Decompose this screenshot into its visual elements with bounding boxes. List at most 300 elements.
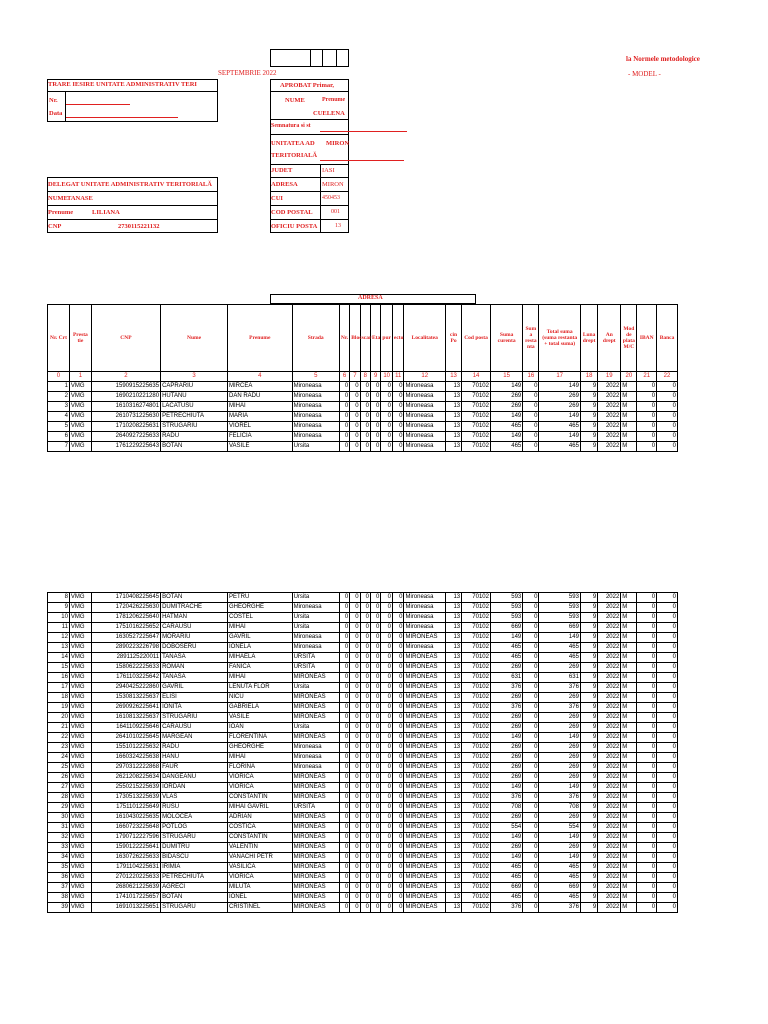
table-cell: VMG	[69, 903, 91, 913]
table-cell: MIRONEAS	[292, 703, 339, 713]
table-cell: 0	[371, 763, 381, 773]
table-cell: 593	[490, 593, 522, 603]
table-cell: 9	[580, 843, 597, 853]
table-cell: 9	[580, 633, 597, 643]
table-cell: VMG	[69, 893, 91, 903]
table-cell: 593	[539, 613, 581, 623]
table-cell: 24	[48, 753, 70, 763]
table-cell: 0	[657, 693, 678, 703]
approval-title: APROBAT Primar,	[280, 82, 335, 89]
table-cell: 0	[350, 653, 360, 663]
table-cell: 0	[360, 813, 370, 823]
table-cell: M	[621, 402, 637, 412]
table-cell: 2022	[598, 723, 621, 733]
column-index: 15	[490, 372, 522, 382]
table-cell: 19	[48, 703, 70, 713]
table-cell: 2022	[598, 793, 621, 803]
table-cell: 0	[523, 382, 539, 392]
table-cell: 70102	[462, 803, 491, 813]
table-cell: 376	[490, 903, 522, 913]
table-cell: 13	[445, 442, 461, 452]
table-cell: 465	[490, 873, 522, 883]
table-cell: 0	[523, 412, 539, 422]
table-cell: VLAS	[161, 793, 228, 803]
column-header: Sum a resta nta	[523, 305, 539, 372]
table-cell: 0	[657, 813, 678, 823]
table-row	[48, 773, 678, 783]
table-cell: 0	[371, 422, 381, 432]
column-index-row	[48, 372, 678, 382]
table-cell: MIRONEAS	[292, 673, 339, 683]
table-cell: BOTAN	[161, 593, 228, 603]
table-cell: 29	[48, 803, 70, 813]
postal-code-label: COD POSTAL	[271, 209, 313, 216]
table-cell: CONSTANTIN	[227, 793, 292, 803]
table-cell: 0	[381, 603, 393, 613]
table-cell: 0	[657, 763, 678, 773]
table-cell: 0	[371, 833, 381, 843]
table-cell: 0	[392, 623, 404, 633]
table-cell: 0	[637, 663, 657, 673]
table-cell: 2022	[598, 422, 621, 432]
table-cell: 70102	[462, 793, 491, 803]
table-cell: 9	[580, 442, 597, 452]
post-office-value: 13	[335, 223, 341, 229]
table-cell: 0	[360, 673, 370, 683]
table-cell: 376	[490, 793, 522, 803]
table-cell: CONSTANTIN	[227, 833, 292, 843]
normative-reference: la Normele metodologice	[626, 55, 700, 63]
table-row	[48, 803, 678, 813]
table-row	[48, 853, 678, 863]
table-cell: 1730513225639	[91, 793, 160, 803]
table-cell: M	[621, 743, 637, 753]
table-cell: 2891125220011	[91, 653, 160, 663]
table-cell: 0	[360, 703, 370, 713]
table-cell: 0	[381, 623, 393, 633]
table-cell: MARGEAN	[161, 733, 228, 743]
table-cell: VMG	[69, 613, 91, 623]
column-index: 8	[360, 372, 370, 382]
table-cell: 0	[523, 703, 539, 713]
table-cell: 0	[339, 843, 349, 853]
table-cell: 0	[392, 813, 404, 823]
table-cell: 0	[371, 382, 381, 392]
table-cell: 0	[392, 422, 404, 432]
table-cell: 0	[523, 723, 539, 733]
table-cell: 149	[539, 783, 581, 793]
table-cell: 0	[637, 402, 657, 412]
table-cell: 669	[539, 623, 581, 633]
table-cell: 13	[445, 893, 461, 903]
table-cell: 13	[445, 803, 461, 813]
table-cell: 0	[339, 422, 349, 432]
table-cell: VMG	[69, 633, 91, 643]
table-cell: 0	[657, 412, 678, 422]
table-cell: 0	[657, 753, 678, 763]
table-cell: HUTANU	[161, 392, 228, 402]
table-cell: M	[621, 823, 637, 833]
table-cell: 0	[523, 432, 539, 442]
table-cell: 0	[637, 813, 657, 823]
table-cell: 0	[371, 402, 381, 412]
table-cell: 0	[350, 402, 360, 412]
table-cell: 2022	[598, 873, 621, 883]
table-cell: 0	[637, 743, 657, 753]
table-cell: 0	[350, 643, 360, 653]
table-cell: MIRONEAS	[292, 903, 339, 913]
table-cell: M	[621, 753, 637, 763]
table-cell: 0	[381, 773, 393, 783]
table-cell: 0	[657, 382, 678, 392]
table-cell: 13	[445, 613, 461, 623]
column-header: pur	[381, 305, 393, 372]
table-cell: 13	[445, 833, 461, 843]
column-index: 9	[371, 372, 381, 382]
table-cell: 0	[371, 723, 381, 733]
table-cell: MIHAI GAVRIL	[227, 803, 292, 813]
table-cell: 269	[490, 663, 522, 673]
table-cell: 70102	[462, 703, 491, 713]
table-cell: 0	[350, 442, 360, 452]
table-cell: STRUGARU	[161, 903, 228, 913]
table-cell: 0	[637, 713, 657, 723]
column-header: Presta tie	[69, 305, 91, 372]
table-cell: VIOREL	[227, 422, 292, 432]
table-cell: 0	[339, 623, 349, 633]
table-cell: 70102	[462, 733, 491, 743]
table-cell: 149	[539, 382, 581, 392]
table-cell: 465	[539, 863, 581, 873]
table-cell: MIRONEAS	[404, 883, 446, 893]
table-cell: 28	[48, 793, 70, 803]
table-row	[48, 903, 678, 913]
table-cell: 554	[539, 823, 581, 833]
table-cell: 0	[657, 422, 678, 432]
table-cell: VMG	[69, 422, 91, 432]
table-row	[48, 633, 678, 643]
table-cell: 0	[339, 613, 349, 623]
table-cell: 0	[381, 803, 393, 813]
table-cell: 70102	[462, 833, 491, 843]
table-cell: 0	[371, 673, 381, 683]
table-cell: NICU	[227, 693, 292, 703]
table-cell: 0	[350, 793, 360, 803]
table-cell: 0	[523, 683, 539, 693]
table-cell: M	[621, 783, 637, 793]
table-cell: MIRONEAS	[404, 893, 446, 903]
table-cell: M	[621, 673, 637, 683]
table-cell: 13	[445, 653, 461, 663]
table-cell: M	[621, 412, 637, 422]
column-header: Nume	[161, 305, 228, 372]
table-cell: 0	[381, 893, 393, 903]
table-cell: 0	[392, 783, 404, 793]
column-index: 4	[227, 372, 292, 382]
table-cell: 0	[371, 823, 381, 833]
table-cell: 0	[523, 883, 539, 893]
table-cell: 0	[657, 883, 678, 893]
table-cell: Mironeasa	[404, 422, 446, 432]
table-cell: 465	[539, 873, 581, 883]
table-cell: 0	[381, 823, 393, 833]
table-cell: MIRONEAS	[404, 753, 446, 763]
table-cell: 0	[657, 903, 678, 913]
table-cell: MIRONEAS	[404, 723, 446, 733]
table-cell: 0	[339, 803, 349, 813]
table-cell: 2022	[598, 392, 621, 402]
table-cell: 0	[371, 653, 381, 663]
table-cell: 2022	[598, 633, 621, 643]
table-cell: 465	[539, 653, 581, 663]
table-cell: 1641109225646	[91, 723, 160, 733]
table-cell: VMG	[69, 873, 91, 883]
table-row	[48, 703, 678, 713]
table-cell: 9	[580, 773, 597, 783]
table-cell: 149	[490, 382, 522, 392]
table-cell: 9	[580, 683, 597, 693]
table-cell: 70102	[462, 893, 491, 903]
table-cell: 70102	[462, 693, 491, 703]
column-header: Banca	[657, 305, 678, 372]
table-cell: 0	[339, 773, 349, 783]
table-cell: 2610731225630	[91, 412, 160, 422]
table-cell: 0	[371, 603, 381, 613]
table-cell: 0	[360, 853, 370, 863]
table-row	[48, 623, 678, 633]
table-cell: 70102	[462, 743, 491, 753]
table-cell: MORARIU	[161, 633, 228, 643]
table-cell: 376	[490, 683, 522, 693]
table-cell: 0	[637, 763, 657, 773]
table-row	[48, 693, 678, 703]
table-cell: 2022	[598, 412, 621, 422]
column-index: 7	[350, 372, 360, 382]
table-cell: 269	[490, 843, 522, 853]
table-cell: 0	[523, 633, 539, 643]
table-cell: FLORENTINA	[227, 733, 292, 743]
table-cell: 269	[490, 773, 522, 783]
table-row	[48, 683, 678, 693]
table-cell: VMG	[69, 723, 91, 733]
table-cell: 0	[657, 893, 678, 903]
table-cell: 2022	[598, 773, 621, 783]
column-header: Nr.	[339, 305, 349, 372]
table-cell: M	[621, 392, 637, 402]
table-cell: 593	[490, 603, 522, 613]
table-cell: 0	[360, 833, 370, 843]
table-cell: 0	[371, 442, 381, 452]
table-cell: GAVRIL	[161, 683, 228, 693]
table-cell: 0	[360, 723, 370, 733]
table-cell: VMG	[69, 883, 91, 893]
table-cell: 0	[392, 603, 404, 613]
table-cell: 269	[539, 743, 581, 753]
table-cell: 0	[381, 422, 393, 432]
column-index: 14	[462, 372, 491, 382]
column-header: Localitatea	[404, 305, 446, 372]
table-cell: M	[621, 432, 637, 442]
table-cell: 70102	[462, 633, 491, 643]
table-cell: 0	[339, 603, 349, 613]
table-cell: 0	[350, 733, 360, 743]
table-cell: M	[621, 793, 637, 803]
table-cell: 70102	[462, 723, 491, 733]
delegate-cnp-label: CNP	[48, 223, 62, 230]
table-cell: VMG	[69, 693, 91, 703]
table-row	[48, 613, 678, 623]
table-cell: 0	[523, 813, 539, 823]
table-cell: MIRONEAS	[404, 693, 446, 703]
table-cell: MIRONEAS	[404, 713, 446, 723]
table-cell: 0	[523, 593, 539, 603]
table-cell: 13	[445, 703, 461, 713]
table-cell: 18	[48, 693, 70, 703]
table-cell: MIRONEAS	[404, 783, 446, 793]
table-cell: PETRECHIUTA	[161, 412, 228, 422]
table-cell: 0	[523, 853, 539, 863]
table-cell: 1630527225647	[91, 633, 160, 643]
table-cell: M	[621, 893, 637, 903]
table-cell: COSTEL	[227, 613, 292, 623]
table-cell: 1660324225638	[91, 753, 160, 763]
address-value: MIRON	[322, 181, 344, 188]
table-cell: FANICA	[227, 663, 292, 673]
table-cell: 0	[637, 843, 657, 853]
table-cell: 9	[580, 703, 597, 713]
table-cell: 0	[637, 723, 657, 733]
table-cell: 2022	[598, 623, 621, 633]
table-cell: 0	[523, 422, 539, 432]
table-cell: MIHAI	[227, 623, 292, 633]
table-cell: M	[621, 603, 637, 613]
table-cell: 9	[580, 803, 597, 813]
table-cell: 0	[371, 733, 381, 743]
table-cell: 0	[360, 422, 370, 432]
table-cell: VMG	[69, 713, 91, 723]
table-cell: 2690926225641	[91, 703, 160, 713]
table-cell: 9	[580, 392, 597, 402]
table-cell: 0	[523, 773, 539, 783]
table-cell: 0	[360, 713, 370, 723]
table-cell: 0	[350, 673, 360, 683]
data-label: Data	[49, 110, 63, 117]
table-cell: VMG	[69, 623, 91, 633]
table-cell: 0	[350, 603, 360, 613]
table-cell: 0	[350, 873, 360, 883]
table-cell: 9	[580, 613, 597, 623]
table-cell: 13	[445, 863, 461, 873]
table-cell: 13	[445, 683, 461, 693]
table-cell: 70102	[462, 843, 491, 853]
table-cell: DUMITRU	[161, 843, 228, 853]
table-cell: 0	[381, 723, 393, 733]
table-cell: 0	[360, 663, 370, 673]
table-cell: VMG	[69, 653, 91, 663]
table-row	[48, 432, 678, 442]
table-cell: 593	[539, 593, 581, 603]
table-cell: 0	[371, 813, 381, 823]
table-cell: 13	[445, 432, 461, 442]
table-cell: VMG	[69, 392, 91, 402]
table-cell: 0	[339, 833, 349, 843]
table-cell: 0	[392, 633, 404, 643]
table-header-row	[48, 305, 678, 372]
table-cell: 0	[657, 703, 678, 713]
table-cell: 0	[381, 382, 393, 392]
table-cell: 0	[392, 733, 404, 743]
table-row	[48, 793, 678, 803]
table-cell: MIRONEAS	[404, 633, 446, 643]
table-cell: 0	[360, 883, 370, 893]
table-cell: 13	[445, 723, 461, 733]
table-cell: 0	[360, 432, 370, 442]
table-cell: 9	[580, 733, 597, 743]
table-cell: 465	[490, 653, 522, 663]
table-cell: 0	[392, 823, 404, 833]
table-cell: 269	[539, 402, 581, 412]
table-cell: 0	[339, 382, 349, 392]
table-cell: 0	[657, 442, 678, 452]
column-header: Eta	[371, 305, 381, 372]
table-cell: 2022	[598, 643, 621, 653]
table-cell: 70102	[462, 392, 491, 402]
table-cell: 0	[371, 783, 381, 793]
table-cell: GHEORGHE	[227, 743, 292, 753]
table-cell: 0	[523, 663, 539, 673]
table-cell: 0	[381, 743, 393, 753]
county-value: IASI	[322, 167, 335, 174]
table-cell: 9	[580, 603, 597, 613]
table-cell: 0	[360, 793, 370, 803]
table-cell: 0	[657, 593, 678, 603]
table-cell: 269	[490, 813, 522, 823]
table-cell: 2022	[598, 693, 621, 703]
table-cell: MIRONEAS	[292, 843, 339, 853]
table-cell: 1530813225637	[91, 693, 160, 703]
table-cell: M	[621, 843, 637, 853]
table-cell: 2022	[598, 442, 621, 452]
column-header: scar	[360, 305, 370, 372]
table-cell: IORDAN	[161, 783, 228, 793]
table-cell: 2022	[598, 753, 621, 763]
table-cell: 0	[523, 693, 539, 703]
table-cell: 30	[48, 813, 70, 823]
table-cell: 0	[523, 833, 539, 843]
table-cell: 13	[445, 663, 461, 673]
table-cell: 0	[360, 593, 370, 603]
table-cell: MIRONEAS	[404, 763, 446, 773]
table-cell: Ursita	[292, 723, 339, 733]
table-cell: FAUR	[161, 763, 228, 773]
table-cell: 0	[360, 843, 370, 853]
table-cell: 2	[48, 392, 70, 402]
table-cell: IONEL	[227, 893, 292, 903]
column-index: 21	[637, 372, 657, 382]
table-cell: 0	[637, 903, 657, 913]
table-row	[48, 833, 678, 843]
table-cell: 9	[580, 643, 597, 653]
table-cell: ELISI	[161, 693, 228, 703]
table-cell: 1751101225649	[91, 803, 160, 813]
table-cell: 0	[657, 793, 678, 803]
unit-label: UNITATEA AD	[271, 140, 315, 147]
table-cell: 465	[539, 893, 581, 903]
table-cell: MIRONEAS	[404, 793, 446, 803]
nr-label: Nr.	[49, 97, 58, 104]
table-cell: 0	[371, 753, 381, 763]
table-cell: VMG	[69, 773, 91, 783]
